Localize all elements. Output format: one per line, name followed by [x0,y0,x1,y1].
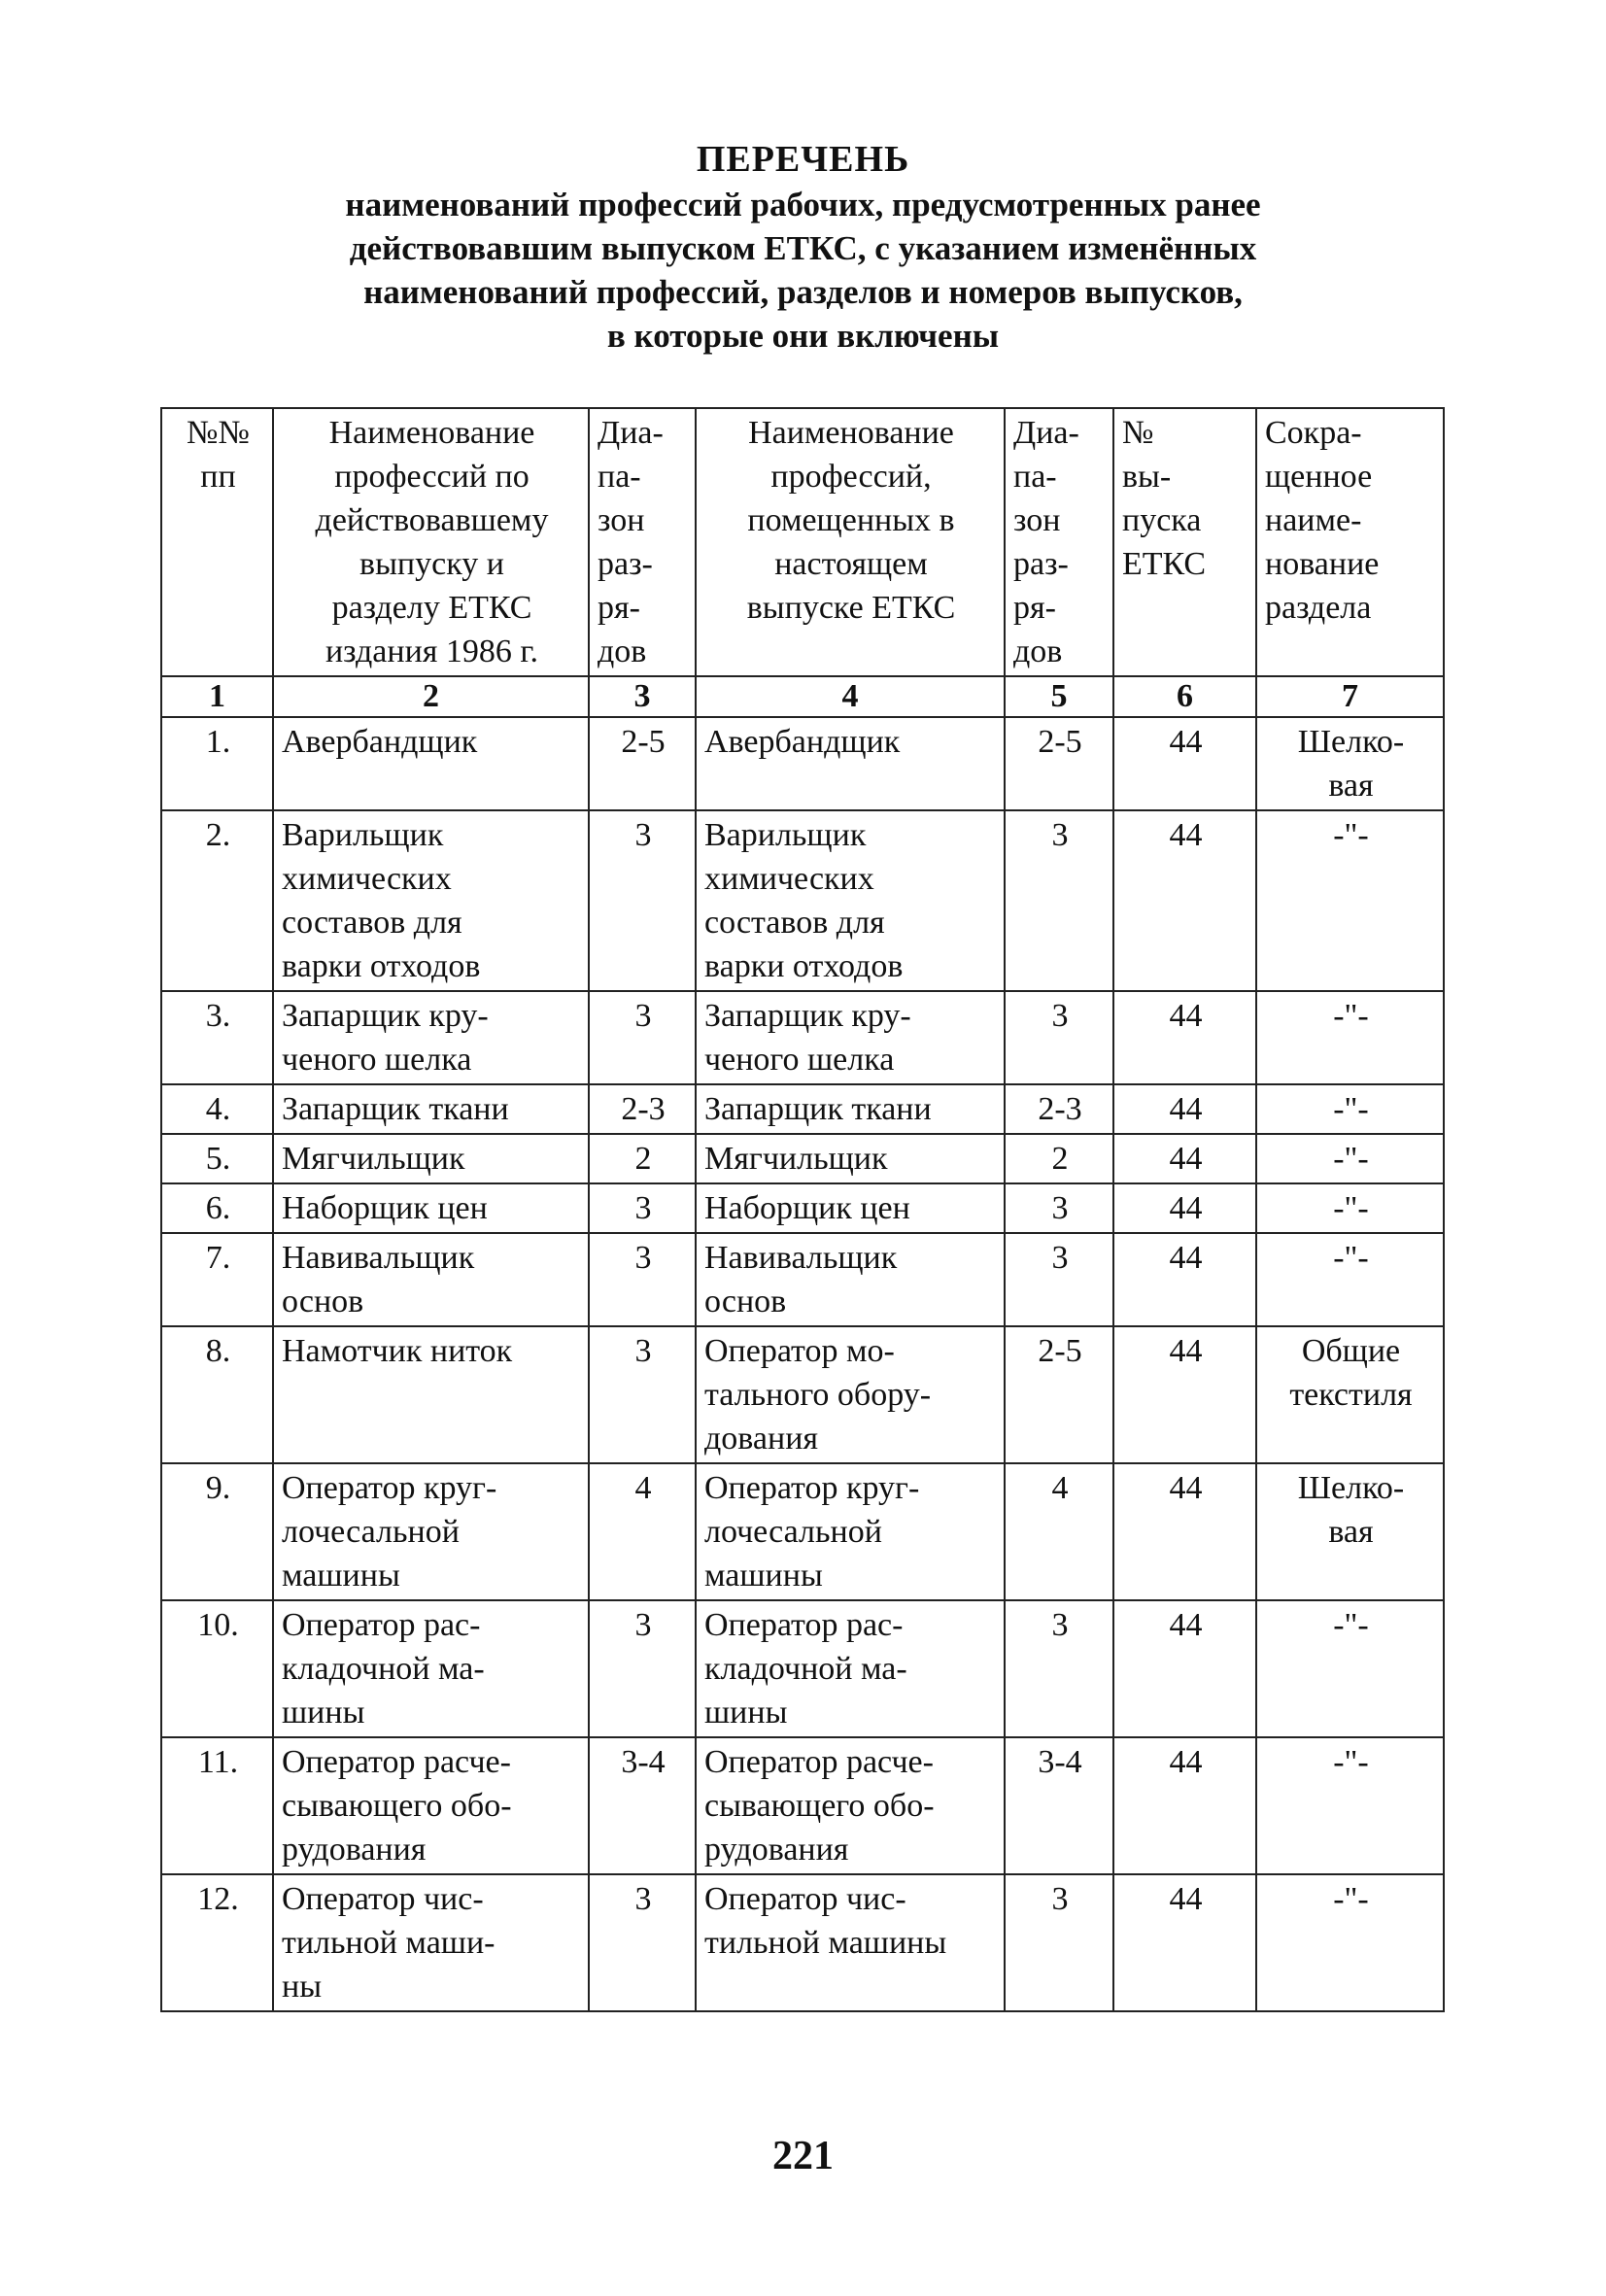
new-profession-name: Оператор расче- сывающего обо- рудования [696,1737,1005,1874]
row-number: 3. [161,991,273,1084]
section-short-name: -"- [1256,1084,1444,1134]
table-row [161,810,1444,991]
header-issue: № вы- пуска ЕТКС [1113,408,1256,676]
row-number: 5. [161,1134,273,1183]
document-subtitle-line: действовавшим выпуском ЕТКС, с указанием изменённых [349,229,1257,267]
old-grade-range: 3 [589,1874,696,2011]
new-grade-range: 3-4 [1005,1737,1113,1874]
new-profession-name: Оператор мо- тального обору- дования [696,1326,1005,1463]
row-number: 1. [161,717,273,810]
table-row [161,991,1444,1084]
section-short-name: -"- [1256,1874,1444,2011]
table-row [161,1084,1444,1134]
header-new-profession: Наименование профессий, помещенных в настоящем выпуске ЕТКС [696,408,1005,676]
table-body [161,717,1444,2011]
row-number: 12. [161,1874,273,2011]
new-profession-name: Варильщик химических составов для варки отходов [696,810,1005,991]
table-row [161,1737,1444,1874]
column-number: 4 [696,676,1005,717]
old-grade-range: 3 [589,991,696,1084]
new-profession-name: Навивальщик основ [696,1233,1005,1326]
old-grade-range: 2-3 [589,1084,696,1134]
row-number: 8. [161,1326,273,1463]
document-title-block [0,136,1606,358]
old-grade-range: 3 [589,1326,696,1463]
column-number: 3 [589,676,696,717]
document-subtitle-line: наименований профессий, разделов и номеров выпусков, [363,273,1243,311]
etks-issue-number: 44 [1113,1134,1256,1183]
new-profession-name: Запарщик кру- ченого шелка [696,991,1005,1084]
row-number: 2. [161,810,273,991]
header-row-number: №№ пп [161,408,273,676]
section-short-name: -"- [1256,1600,1444,1737]
column-numbers-row [161,676,1444,717]
old-grade-range: 3 [589,1600,696,1737]
new-grade-range: 3 [1005,1183,1113,1233]
etks-issue-number: 44 [1113,1463,1256,1600]
new-grade-range: 2 [1005,1134,1113,1183]
column-number: 2 [273,676,589,717]
old-grade-range: 2 [589,1134,696,1183]
new-profession-name: Наборщик цен [696,1183,1005,1233]
document-subtitle-line: наименований профессий рабочих, предусмотренных ранее [345,186,1261,223]
etks-issue-number: 44 [1113,1737,1256,1874]
etks-issue-number: 44 [1113,1084,1256,1134]
old-grade-range: 3 [589,1233,696,1326]
etks-issue-number: 44 [1113,991,1256,1084]
etks-issue-number: 44 [1113,1600,1256,1737]
row-number: 9. [161,1463,273,1600]
section-short-name: Шелко- вая [1256,1463,1444,1600]
section-short-name: -"- [1256,1737,1444,1874]
professions-table [160,407,1445,2012]
old-grade-range: 3-4 [589,1737,696,1874]
column-number: 5 [1005,676,1113,717]
column-number: 1 [161,676,273,717]
old-profession-name: Оператор круг- лочесальной машины [273,1463,589,1600]
new-grade-range: 3 [1005,1600,1113,1737]
old-profession-name: Запарщик ткани [273,1084,589,1134]
new-grade-range: 2-5 [1005,1326,1113,1463]
table-header [161,408,1444,717]
table-row [161,1600,1444,1737]
old-profession-name: Оператор расче- сывающего обо- рудования [273,1737,589,1874]
old-grade-range: 2-5 [589,717,696,810]
table-row [161,1463,1444,1600]
new-profession-name: Авербандщик [696,717,1005,810]
old-profession-name: Запарщик кру- ченого шелка [273,991,589,1084]
table-row [161,717,1444,810]
table-row [161,1233,1444,1326]
old-profession-name: Мягчильщик [273,1134,589,1183]
etks-issue-number: 44 [1113,1874,1256,2011]
table-row [161,1874,1444,2011]
section-short-name: -"- [1256,1233,1444,1326]
etks-issue-number: 44 [1113,1183,1256,1233]
new-profession-name: Оператор рас- кладочной ма- шины [696,1600,1005,1737]
old-grade-range: 3 [589,810,696,991]
old-profession-name: Наборщик цен [273,1183,589,1233]
etks-issue-number: 44 [1113,1326,1256,1463]
old-profession-name: Навивальщик основ [273,1233,589,1326]
old-profession-name: Намотчик ниток [273,1326,589,1463]
table-row [161,1134,1444,1183]
new-grade-range: 2-5 [1005,717,1113,810]
document-title: ПЕРЕЧЕНЬ [696,139,910,180]
header-old-range: Диа- па- зон раз- ря- дов [589,408,696,676]
column-number: 6 [1113,676,1256,717]
section-short-name: Шелко- вая [1256,717,1444,810]
old-profession-name: Оператор рас- кладочной ма- шины [273,1600,589,1737]
section-short-name: -"- [1256,1183,1444,1233]
new-grade-range: 2-3 [1005,1084,1113,1134]
row-number: 7. [161,1233,273,1326]
new-grade-range: 3 [1005,810,1113,991]
row-number: 4. [161,1084,273,1134]
old-grade-range: 4 [589,1463,696,1600]
column-number: 7 [1256,676,1444,717]
new-grade-range: 3 [1005,1233,1113,1326]
section-short-name: -"- [1256,1134,1444,1183]
new-profession-name: Запарщик ткани [696,1084,1005,1134]
document-subtitle-line: в которые они включены [606,317,1000,355]
table-row [161,1183,1444,1233]
new-profession-name: Оператор круг- лочесальной машины [696,1463,1005,1600]
header-section: Сокра- щенное наиме- нование раздела [1256,408,1444,676]
old-profession-name: Варильщик химических составов для варки отходов [273,810,589,991]
table-row [161,1326,1444,1463]
old-profession-name: Оператор чис- тильной маши- ны [273,1874,589,2011]
etks-issue-number: 44 [1113,1233,1256,1326]
new-profession-name: Мягчильщик [696,1134,1005,1183]
row-number: 11. [161,1737,273,1874]
header-old-profession: Наименование профессий по действовавшему выпуску и разделу ЕТКС издания 1986 г. [273,408,589,676]
section-short-name: -"- [1256,991,1444,1084]
section-short-name: Общие текстиля [1256,1326,1444,1463]
new-profession-name: Оператор чис- тильной машины [696,1874,1005,2011]
new-grade-range: 3 [1005,1874,1113,2011]
row-number: 10. [161,1600,273,1737]
page-number: 221 [772,2134,834,2178]
old-grade-range: 3 [589,1183,696,1233]
etks-issue-number: 44 [1113,810,1256,991]
new-grade-range: 3 [1005,991,1113,1084]
etks-issue-number: 44 [1113,717,1256,810]
new-grade-range: 4 [1005,1463,1113,1600]
section-short-name: -"- [1256,810,1444,991]
row-number: 6. [161,1183,273,1233]
header-new-range: Диа- па- зон раз- ря- дов [1005,408,1113,676]
old-profession-name: Авербандщик [273,717,589,810]
